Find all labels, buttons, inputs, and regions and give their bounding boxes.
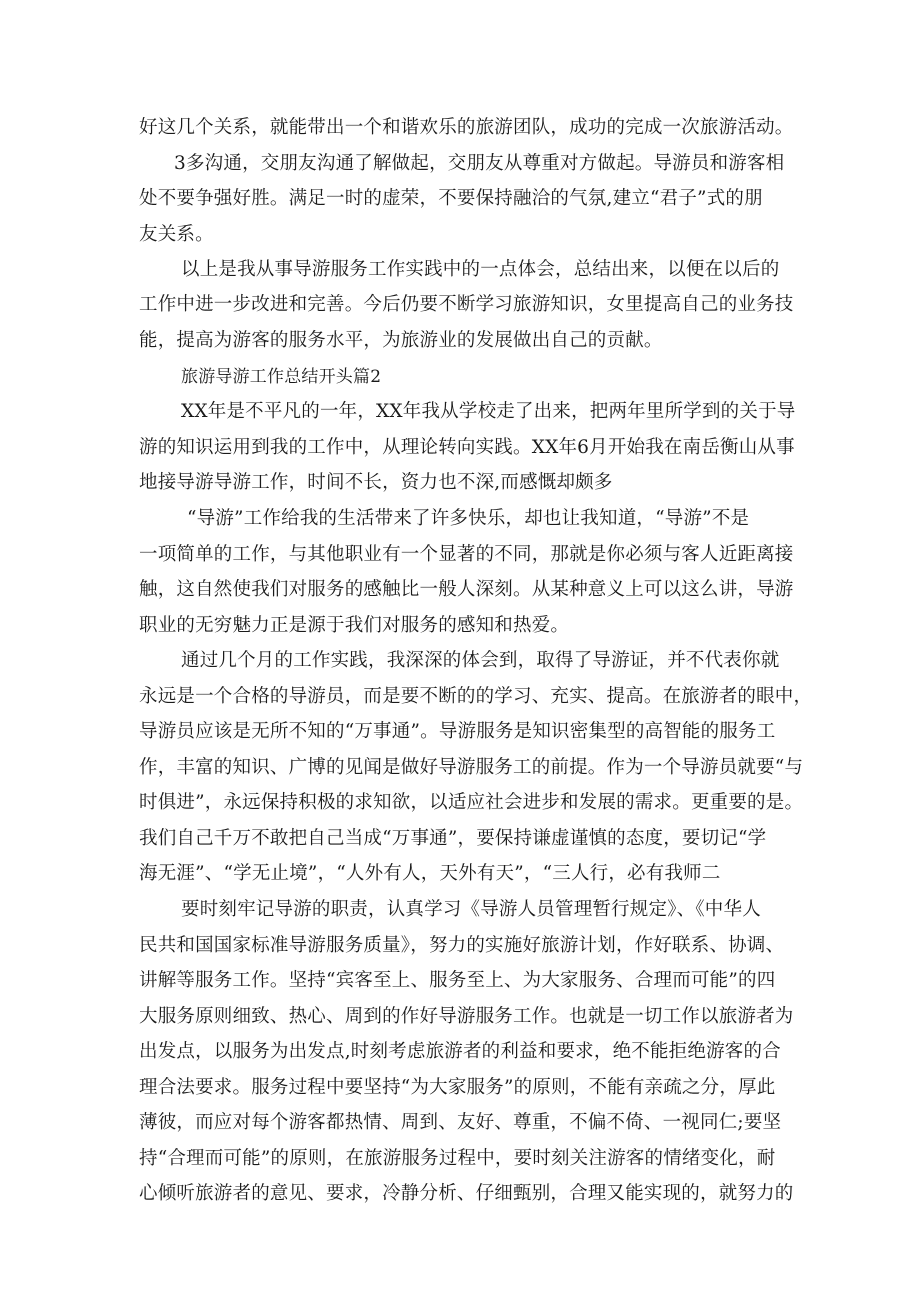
text-line: 作，丰富的知识、广博的见闻是做好导游服务工的前提。作为一个导游员就要“与 bbox=[139, 757, 804, 778]
text-line: 触，这自然使我们对服务的感触比一般人深刻。从某种意义上可以这么讲，导游 bbox=[139, 579, 794, 600]
text-line: 薄彼，而应对每个游客都热情、周到、友好、尊重，不偏不倚、一视同仁;要坚 bbox=[139, 1112, 782, 1133]
text-line: XX年是不平凡的一年，XX年我从学校走了出来，把两年里所学到的关于导 bbox=[181, 401, 796, 422]
text-line: 持“合理而可能”的原则，在旅游服务过程中，要时刻关注游客的情绪变化，耐 bbox=[139, 1148, 776, 1169]
text-line: 理合法要求。服务过程中要坚持“为大家服务”的原则，不能有亲疏之分，厚此 bbox=[139, 1077, 776, 1098]
text-line: 讲解等服务工作。坚持“宾客至上、服务至上、为大家服务、合理而可能”的四 bbox=[139, 970, 776, 991]
text-line: 一项简单的工作，与其他职业有一个显著的不同，那就是你必须与客人近距离接 bbox=[139, 544, 794, 565]
text-line: 时俱进”，永远保持积极的求知欲，以适应社会进步和发展的需求。更重要的是。 bbox=[139, 792, 804, 813]
text-line: 心倾听旅游者的意见、要求，冷静分析、仔细甄别，合理又能实现的，就努力的 bbox=[139, 1183, 794, 1204]
text-line: 游的知识运用到我的工作中，从理论转向实践。XX年6月开始我在南岳衡山从事 bbox=[139, 437, 795, 458]
text-line: 3多沟通，交朋友沟通了解做起，交朋友从尊重对方做起。导游员和游客相 bbox=[174, 153, 785, 174]
text-line: 地接导游导游工作，时间不长，资力也不深,而感慨却颇多 bbox=[139, 472, 613, 493]
text-line: 大服务原则细致、热心、周到的作好导游服务工作。也就是一切工作以旅游者为 bbox=[139, 1006, 794, 1027]
text-line: 我们自己千万不敢把自己当成“万事通”，要保持谦虚谨慎的态度，要切记“学 bbox=[139, 828, 767, 849]
text-line: 永远是一个合格的导游员，而是要不断的的学习、充实、提高。在旅游者的眼中， bbox=[139, 686, 813, 707]
text-line: 海无涯”、“学无止境”，“人外有人，天外有天”，“三人行，必有我师二 bbox=[139, 863, 721, 884]
text-line: 能，提高为游客的服务水平，为旅游业的发展做出自己的贡献。 bbox=[139, 330, 663, 351]
text-line: “导游”工作给我的生活带来了许多快乐，却也让我知道，“导游”不是 bbox=[187, 508, 750, 529]
text-line: 要时刻牢记导游的职责，认真学习《导游人员管理暂行规定》、《中华人 bbox=[181, 899, 761, 920]
section-heading: 旅游导游工作总结开头篇2 bbox=[181, 367, 382, 387]
text-line: 以上是我从事导游服务工作实践中的一点体会，总结出来，以便在以后的 bbox=[181, 259, 780, 280]
text-line: 好这几个关系，就能带出一个和谐欢乐的旅游团队，成功的完成一次旅游活动。 bbox=[139, 117, 794, 138]
text-line: 出发点，以服务为出发点,时刻考虑旅游者的利益和要求，绝不能拒绝游客的合 bbox=[139, 1041, 781, 1062]
text-line: 处不要争强好胜。满足一时的虚荣，不要保持融洽的气氛,建立“君子”式的朋 bbox=[139, 188, 763, 209]
text-line: 通过几个月的工作实践，我深深的体会到，取得了导游证，并不代表你就 bbox=[181, 650, 780, 671]
text-line: 工作中进一步改进和完善。今后仍要不断学习旅游知识，女里提高自己的业务技 bbox=[139, 294, 794, 315]
text-line: 导游员应该是无所不知的“万事通”。导游服务是知识密集型的高智能的服务工 bbox=[139, 721, 776, 742]
text-line: 友关系。 bbox=[139, 224, 214, 245]
text-line: 民共和国国家标准导游服务质量》，努力的实施好旅游计划，作好联系、协调、 bbox=[139, 935, 785, 956]
text-line: 职业的无穷魅力正是源于我们对服务的感知和热爱。 bbox=[139, 615, 570, 636]
